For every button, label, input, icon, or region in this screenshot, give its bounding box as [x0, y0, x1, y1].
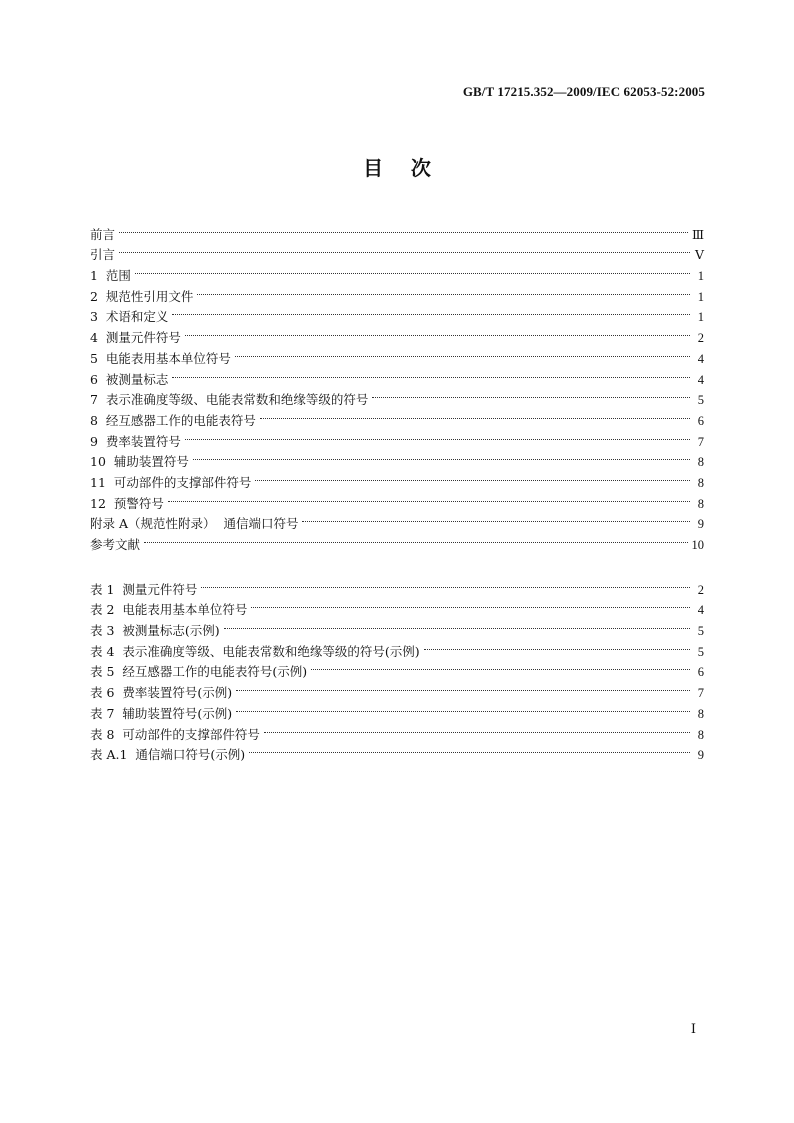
toc-entry-label: 参考文献 [90, 537, 141, 552]
table-entry-label: 表 5 经互感器工作的电能表符号(示例) [90, 664, 308, 680]
toc-entry-label: 10 辅助装置符号 [90, 454, 189, 470]
toc-entry-page: Ⅴ [694, 248, 704, 263]
toc-entry[interactable] [90, 487, 704, 511]
toc-entry-label: 9 费率装置符号 [90, 433, 181, 449]
table-entry-label: 表 1 测量元件符号 [90, 581, 198, 597]
toc-entry-label: 3 术语和定义 [90, 309, 169, 325]
table-entry-page: 2 [697, 582, 704, 597]
toc-entry[interactable] [90, 446, 704, 470]
table-entry-page: 7 [697, 686, 704, 701]
toc-entry-page: 8 [697, 455, 704, 470]
toc-entry-page: 4 [697, 351, 704, 366]
dot-leader [135, 259, 690, 280]
table-entry-page: 8 [697, 706, 704, 721]
toc-entry-label: 2 规范性引用文件 [90, 288, 194, 304]
toc-entry-page: 9 [697, 517, 704, 532]
dot-leader [311, 656, 690, 677]
dot-leader [185, 425, 690, 446]
toc-entry-label: 7 表示准确度等级、电能表常数和绝缘等级的符号 [90, 392, 369, 408]
dot-leader [302, 508, 690, 529]
toc-entry[interactable] [90, 342, 704, 366]
toc-entry[interactable] [90, 239, 704, 263]
table-entry[interactable] [90, 573, 704, 597]
dot-leader [249, 739, 690, 760]
toc-entry-page: 6 [697, 413, 704, 428]
toc-entry-label: 前言 [90, 226, 116, 242]
toc-entry-page: 8 [697, 475, 704, 490]
toc-list [90, 218, 704, 552]
table-entry-label: 表 7 辅助装置符号(示例) [90, 705, 233, 721]
standard-code: GB/T 17215.352—2009/IEC 62053-52:2005 [462, 84, 705, 99]
toc-entry-label: 5 电能表用基本单位符号 [90, 350, 231, 366]
table-entry-label: 表 2 电能表用基本单位符号 [90, 602, 248, 618]
toc-entry[interactable] [90, 321, 704, 346]
table-entry-page: 5 [697, 624, 704, 639]
dot-leader [172, 301, 690, 322]
dot-leader [251, 594, 690, 615]
toc-entry-label: 1 范围 [90, 268, 131, 284]
dot-leader [172, 363, 690, 384]
toc-entry-page: 8 [697, 496, 704, 511]
dot-leader [235, 342, 690, 363]
table-entry-label: 表 4 表示准确度等级、电能表常数和绝缘等级的符号(示例) [90, 643, 420, 659]
toc-entry-page: Ⅲ [691, 227, 704, 242]
toc-entry-page: 10 [691, 538, 704, 552]
toc-entry[interactable] [90, 259, 704, 284]
dot-leader [193, 446, 690, 467]
toc-entry[interactable] [90, 218, 704, 242]
dot-leader [201, 573, 690, 594]
toc-entry[interactable] [90, 301, 704, 325]
toc-entry-page: 1 [697, 310, 704, 325]
table-entry-label: 表 A.1 通信端口符号(示例) [90, 747, 246, 763]
page-number: Ⅰ [690, 1021, 696, 1036]
toc-entry-label: 6 被测量标志 [90, 371, 169, 387]
table-entry-page: 9 [697, 748, 704, 763]
toc-entry-label: 11 可动部件的支撑部件符号 [90, 474, 252, 490]
dot-leader [185, 321, 690, 342]
dot-leader [424, 635, 690, 656]
toc-entry[interactable] [90, 363, 704, 387]
table-list [90, 573, 704, 763]
toc-entry-label: 引言 [90, 247, 116, 263]
dot-leader [119, 218, 688, 239]
toc-entry[interactable] [90, 508, 704, 532]
toc-entry-label: 4 测量元件符号 [90, 330, 181, 346]
toc-entry[interactable] [90, 280, 704, 304]
dot-leader [119, 239, 690, 260]
page-title: 目 次 [363, 156, 431, 180]
dot-leader [224, 614, 690, 635]
toc-entry[interactable] [90, 528, 704, 552]
toc-entry-label: 12 预警符号 [90, 495, 164, 511]
table-entry-page: 4 [697, 603, 704, 618]
toc-entry-label: 附录 A（规范性附录） 通信端口符号 [90, 516, 299, 532]
table-entry-page: 8 [697, 727, 704, 742]
dot-leader [255, 466, 690, 487]
table-entry-page: 5 [697, 644, 704, 659]
dot-leader [168, 487, 690, 508]
toc-entry-page: 7 [697, 434, 704, 449]
dot-leader [144, 528, 687, 549]
toc-entry-page: 5 [697, 393, 704, 408]
dot-leader [236, 697, 690, 718]
toc-entry-page: 1 [697, 289, 704, 304]
toc-entry-page: 1 [697, 269, 704, 284]
table-entry-label: 表 3 被测量标志(示例) [90, 623, 220, 639]
toc-entry-label: 8 经互感器工作的电能表符号 [90, 412, 256, 428]
toc-entry[interactable] [90, 384, 704, 408]
toc-entry-page: 2 [697, 331, 704, 346]
table-entry-page: 6 [697, 665, 704, 680]
dot-leader [197, 280, 690, 301]
table-entry-label: 表 8 可动部件的支撑部件符号 [90, 726, 260, 742]
dot-leader [236, 676, 690, 697]
dot-leader [372, 384, 690, 405]
table-entry-label: 表 6 费率装置符号(示例) [90, 685, 233, 701]
dot-leader [260, 404, 690, 425]
dot-leader [264, 718, 690, 739]
toc-entry-page: 4 [697, 372, 704, 387]
